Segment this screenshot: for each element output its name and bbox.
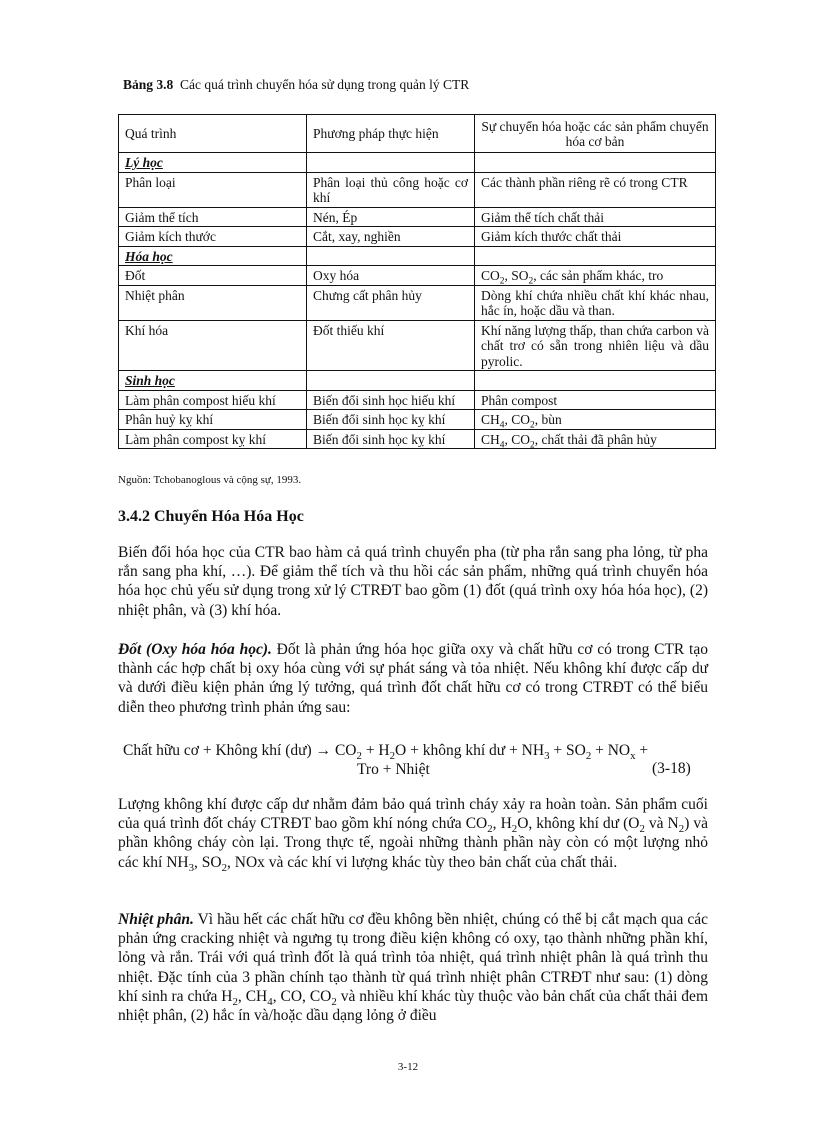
table-cell: Giảm thể tích xyxy=(119,207,307,227)
header-process: Quá trình xyxy=(119,115,307,153)
table-source: Nguồn: Tchobanoglous và cộng sự, 1993. xyxy=(118,474,302,486)
pyrolysis-lead: Nhiệt phân. xyxy=(118,911,194,928)
table-row xyxy=(119,429,716,449)
section-heading: 3.4.2 Chuyển Hóa Hóa Học xyxy=(118,508,304,525)
table-cell: $CO_2$, $SO_2$, các sản phẩm khác, tro xyxy=(475,266,716,286)
paragraph-combustion-products: Lượng không khí được cấp dư nhằm đảm bảo quá trình cháy xảy ra hoàn toàn. Sản phẩm cuối của quá trình đốt cháy CTRĐT bao gồm khí nóng chứa $CO_2$, $H_2O$, không khí dư ($O_2$ và $N_2$) và phần không cháy còn lại. Trong thực tế, ngoài những thành phần này còn có một lượng nhỏ các khí $NH_3$, $SO_2$, NOx và các khí vi lượng khác tùy theo bản chất của chất thải. xyxy=(118,796,709,874)
table-cell: Phân compost xyxy=(475,390,716,410)
table-cell: Làm phân compost kỵ khí xyxy=(119,429,307,449)
table-row xyxy=(119,285,716,320)
table-row xyxy=(119,371,716,391)
table-cell: Làm phân compost hiếu khí xyxy=(119,390,307,410)
table-cell: Biến đổi sinh học kỵ khí xyxy=(307,410,475,430)
table-row xyxy=(119,266,716,286)
header-products: Sự chuyển hóa hoặc các sản phẩm chuyển hóa cơ bản xyxy=(475,115,716,153)
table-cell: Biến đổi sinh học kỵ khí xyxy=(307,429,475,449)
equation-line-2: Tro + Nhiệt xyxy=(357,761,430,778)
table-cell: Giảm thể tích chất thải xyxy=(475,207,716,227)
equation-number: (3-18) xyxy=(652,760,691,777)
table-header-row xyxy=(119,115,716,153)
table-cell: Khí năng lượng thấp, than chứa carbon và chất trơ có sẵn trong nhiên liệu và dầu pyrolic. xyxy=(475,320,716,371)
table-cell: Phân huỷ kỵ khí xyxy=(119,410,307,430)
table-cell: Đốt xyxy=(119,266,307,286)
table-row xyxy=(119,320,716,371)
table-cell: Cắt, xay, nghiền xyxy=(307,227,475,247)
table-cell: Biến đổi sinh học hiếu khí xyxy=(307,390,475,410)
table-cell: Phân loại xyxy=(119,172,307,207)
table-cell: Khí hóa xyxy=(119,320,307,371)
table-cell: Chưng cất phân hủy xyxy=(307,285,475,320)
transformation-table xyxy=(118,114,716,449)
equation-line-1: Chất hữu cơ + Không khí (dư) → $CO_2 + H_2O$ + không khí dư + $NH_3 + SO_2 + NO_x$ + xyxy=(123,742,649,763)
header-method: Phương pháp thực hiện xyxy=(307,115,475,153)
category-chemical: Hóa học xyxy=(119,246,307,266)
table-cell: Các thành phần riêng rẽ có trong CTR xyxy=(475,172,716,207)
table-cell: Giảm kích thước chất thải xyxy=(475,227,716,247)
category-biological: Sinh học xyxy=(119,371,307,391)
category-physical: Lý học xyxy=(119,153,307,173)
table-row xyxy=(119,172,716,207)
table-cell: Nén, Ép xyxy=(307,207,475,227)
table-cell: $CH_4$, $CO_2$, bùn xyxy=(475,410,716,430)
combustion-lead: Đốt (Oxy hóa hóa học). xyxy=(118,641,272,658)
table-cell: Giảm kích thước xyxy=(119,227,307,247)
table-row xyxy=(119,410,716,430)
table-caption-text: Các quá trình chuyển hóa sử dụng trong quản lý CTR xyxy=(180,77,470,92)
table-row xyxy=(119,246,716,266)
table-row xyxy=(119,227,716,247)
combustion-text: Đốt là phản ứng hóa học giữa oxy và chất hữu cơ có trong CTR tạo thành các hợp chất bị oxy hóa cùng với sự phát sáng và tỏa nhiệt. Nếu không khí được cấp dư và dưới điều kiện phản ứng lý tưởng, quá trình đốt chất hữu cơ có trong CTRĐT có thể biểu diễn theo phương trình phản ứng sau: xyxy=(118,641,708,716)
table-cell: Nhiệt phân xyxy=(119,285,307,320)
table-row xyxy=(119,390,716,410)
page-number: 3-12 xyxy=(397,1061,419,1073)
table-caption-label: Bảng 3.8 xyxy=(123,77,174,92)
table-caption xyxy=(123,77,469,93)
table-row xyxy=(119,153,716,173)
table-row xyxy=(119,207,716,227)
table-cell: Phân loại thủ công hoặc cơ khí xyxy=(307,172,475,207)
table-cell: Đốt thiếu khí xyxy=(307,320,475,371)
paragraph-combustion xyxy=(118,640,708,717)
table-cell: Oxy hóa xyxy=(307,266,475,286)
table-cell: $CH_4$, $CO_2$, chất thải đã phân hủy xyxy=(475,429,716,449)
paragraph-pyrolysis: Nhiệt phân. Vì hầu hết các chất hữu cơ đều không bền nhiệt, chúng có thể bị cắt mạch qua các phản ứng cracking nhiệt và ngưng tụ trong điều kiện không có oxy, tạo thành những phần khí, lỏng và rắn. Trái với quá trình đốt là quá trình tỏa nhiệt, quá trình nhiệt phân là quá trình thu nhiệt. Đặc tính của 3 phần chính tạo thành từ quá trình nhiệt phân CTRĐT như sau: (1) dòng khí sinh ra chứa $H_2$, $CH_4$, CO, $CO_2$ và nhiều khí khác tùy thuộc vào bản chất của chất thải đem nhiệt phân, (2) hắc ín và/hoặc dầu dạng lỏng ở điều xyxy=(118,911,708,1025)
table-cell: Dòng khí chứa nhiều chất khí khác nhau, hắc ín, hoặc dầu và than. xyxy=(475,285,716,320)
paragraph-intro: Biến đổi hóa học của CTR bao hàm cả quá trình chuyển pha (từ pha rắn sang pha lỏng, từ pha rắn sang pha khí, …). Để giảm thể tích và thu hồi các sản phẩm, những quá trình chuyển hóa hóa học chủ yếu sử dụng trong xử lý CTRĐT bao gồm (1) đốt (quá trình oxy hóa hóa học), (2) nhiệt phân, và (3) khí hóa. xyxy=(118,544,708,619)
